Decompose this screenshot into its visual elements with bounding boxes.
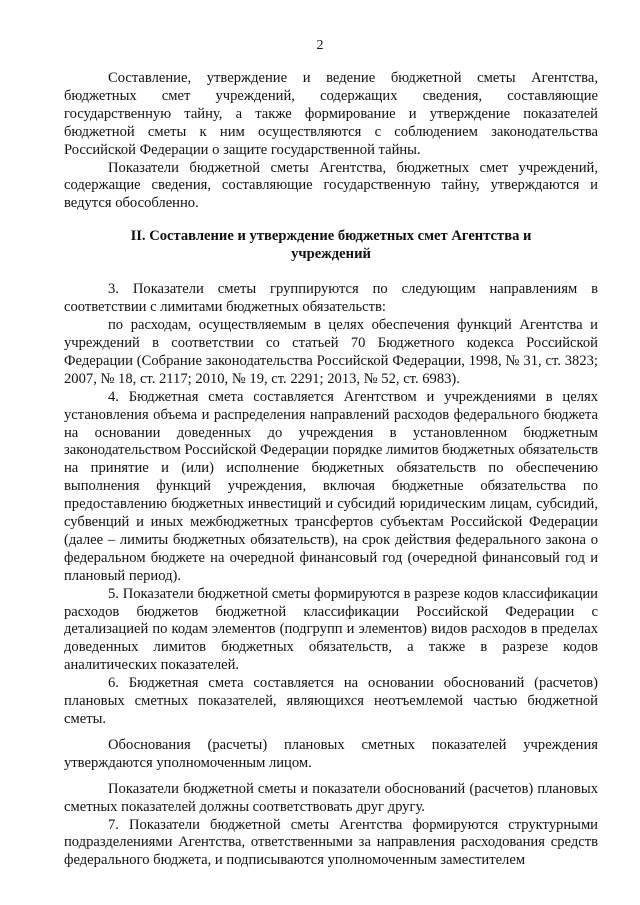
paragraph-state-secret-compilation: Составление, утверждение и ведение бюджетной сметы Агентства, бюджетных смет учреждений, содержащих сведения, составляющие государственную тайну, а также формирование и утверждение показателей бюджетной сметы к ним осуществляются с соблюдением законодательства Российской Федерации о защите государственной тайны. bbox=[64, 70, 598, 158]
paragraph-item-3: 3. Показатели сметы группируются по следующим направлениям в соответствии с лимитами бюджетных обязательств: bbox=[64, 281, 598, 316]
paragraph-item-6: 6. Бюджетная смета составляется на основании обоснований (расчетов) плановых сметных показателей, являющихся неотъемлемой частью бюджетной сметы. bbox=[64, 675, 598, 727]
document-body bbox=[64, 70, 598, 870]
paragraph-item-4: 4. Бюджетная смета составляется Агентством и учреждениями в целях установления объема и распределения направлений расходов федерального бюджета на основании доведенных до учреждения в установленном бюджетным законодательством Российской Федерации порядке лимитов бюджетных обязательств на принятие и (или) исполнение бюджетных обязательств по обеспечению выполнения функций учреждения, включая бюджетные обязательства по предоставлению бюджетных инвестиций и субсидий юридическим лицам, субсидий, субвенций и иных межбюджетных трансфертов субъектам Российской Федерации (далее – лимиты бюджетных обязательств), на срок действия федерального закона о федеральном бюджете на очередной финансовый год (очередной финансовый год и плановый период). bbox=[64, 388, 598, 584]
paragraph-item-3-expenses: по расходам, осуществляемым в целях обеспечения функций Агентства и учреждений в соответствии со статьей 70 Бюджетного кодекса Российской Федерации (Собрание законодательства Российской Федерации, 1998, № 31, ст. 3823; 2007, № 18, ст. 2117; 2010, № 19, ст. 2291; 2013, № 52, ст. 6983). bbox=[64, 317, 598, 387]
section-title: II. Составление и утверждение бюджетных смет Агентства и учреждений bbox=[130, 228, 532, 263]
paragraph-item-6-approval: Обоснования (расчеты) плановых сметных показателей учреждения утверждаются уполномоченным лицом. bbox=[64, 736, 598, 771]
paragraph-item-6-correspondence: Показатели бюджетной сметы и показатели обоснований (расчетов) плановых сметных показателей должны соответствовать друг другу. bbox=[64, 780, 598, 815]
paragraph-state-secret-separate: Показатели бюджетной сметы Агентства, бюджетных смет учреждений, содержащие сведения, составляющие государственную тайну, утверждаются и ведутся обособленно. bbox=[64, 159, 598, 212]
paragraph-item-7: 7. Показатели бюджетной сметы Агентства формируются структурными подразделениями Агентства, ответственными за направления расходования средств федерального бюджета, и подписываются уполномоченным заместителем bbox=[64, 816, 598, 869]
paragraph-item-5: 5. Показатели бюджетной сметы формируются в разрезе кодов классификации расходов бюджетов бюджетной классификации Российской Федерации с детализацией по кодам элементов (подгрупп и элементов) видов расходов в пределах доведенных лимитов бюджетных обязательств, а также в разрезе кодов аналитических показателей. bbox=[64, 585, 598, 674]
page-number: 2 bbox=[316, 38, 324, 53]
